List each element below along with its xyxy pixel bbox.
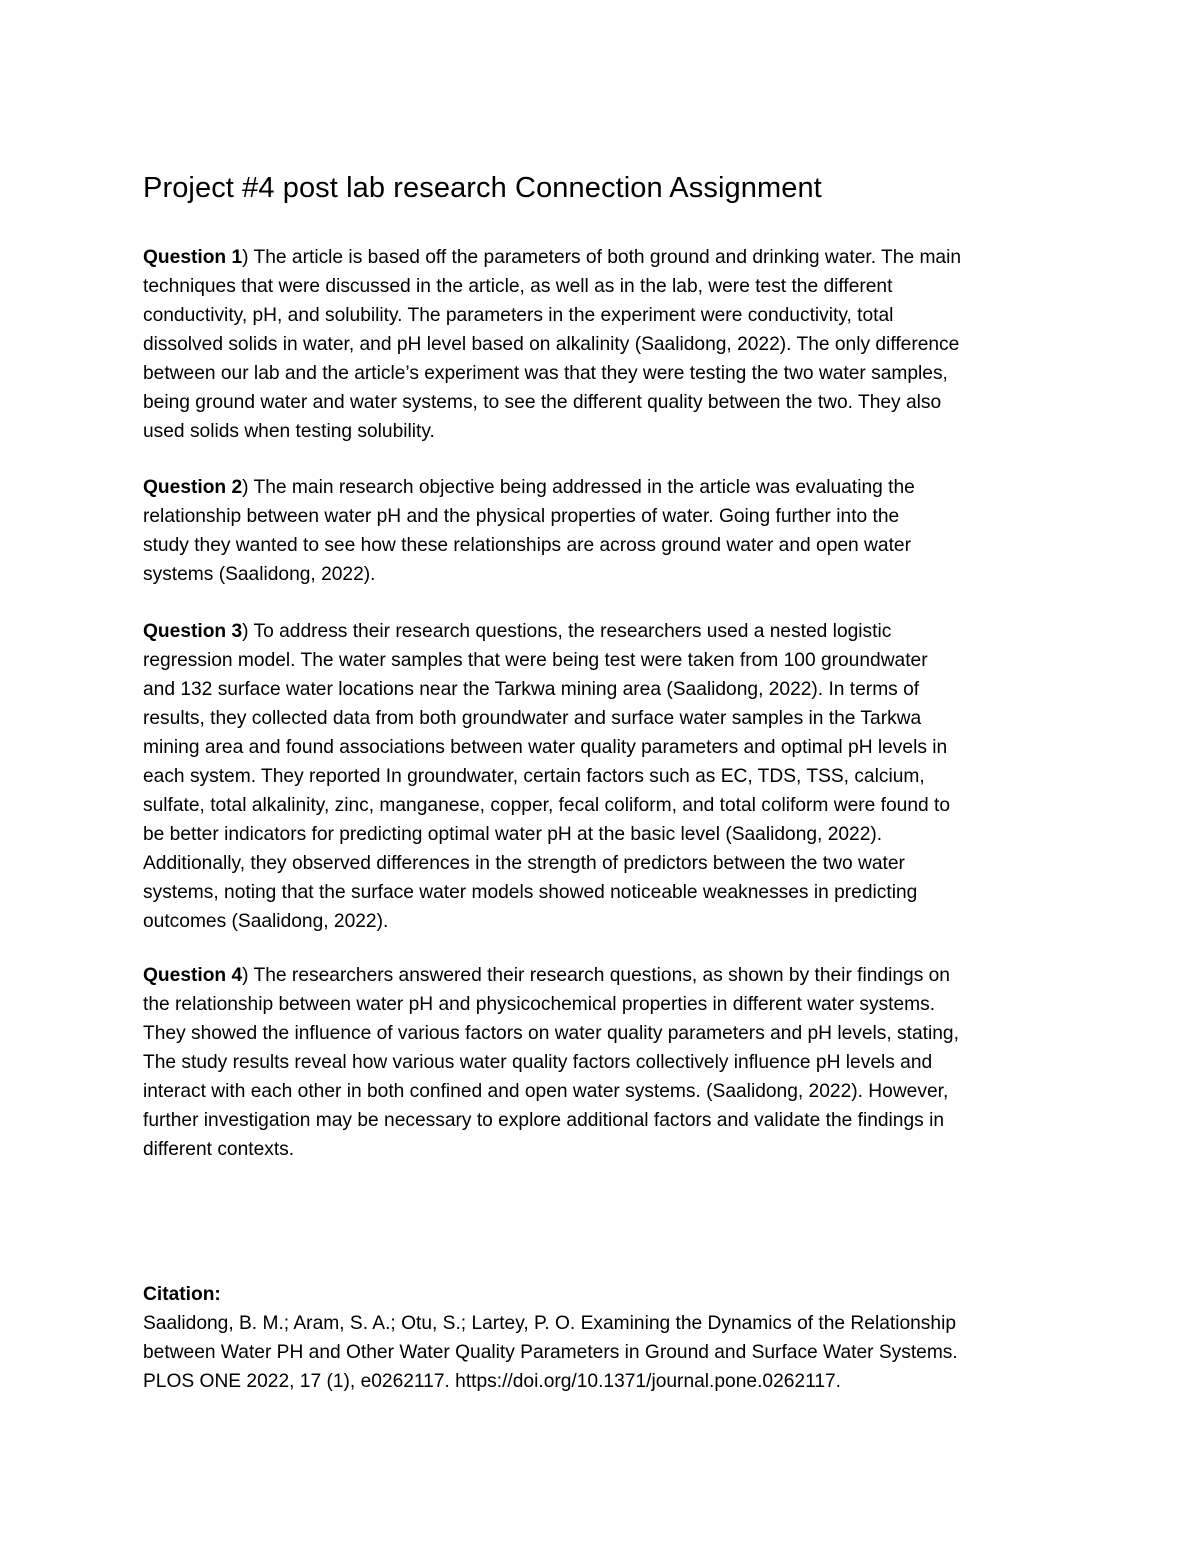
question-3-line: and 132 surface water locations near the Tarkwa mining area (Saalidong, 2022). In terms of [143,679,920,700]
question-3-line: regression model. The water samples that were being test were taken from 100 groundwater [143,650,928,671]
citation-line: Saalidong, B. M.; Aram, S. A.; Otu, S.; Lartey, P. O. Examining the Dynamics of the Relationship [143,1313,957,1334]
question-1-first-line: Question 1) The article is based off the parameters of both ground and drinking water. The main [143,247,962,268]
question-3-section [143,617,1061,936]
question-4-line: further investigation may be necessary to explore additional factors and validate the findings in [143,1110,945,1131]
question-3-label: Question 3 [143,621,243,642]
question-2-section [143,473,1061,589]
question-4-line: They showed the influence of various factors on water quality parameters and pH levels, stating, [143,1023,959,1044]
question-3-line: each system. They reported In groundwater, certain factors such as EC, TDS, TSS, calcium, [143,766,925,787]
question-1-label: Question 1 [143,247,243,268]
question-4-line: different contexts. [143,1139,295,1160]
question-3-line: outcomes (Saalidong, 2022). [143,911,389,932]
question-3-line: results, they collected data from both groundwater and surface water samples in the Tarkwa [143,708,922,729]
citation-heading: Citation: [143,1284,221,1305]
question-1-line: between our lab and the article’s experiment was that they were testing the two water samples, [143,363,948,384]
question-1-section [143,243,1061,446]
question-3-line: systems, noting that the surface water models showed noticeable weaknesses in predicting [143,882,918,903]
question-1-line: conductivity, pH, and solubility. The parameters in the experiment were conductivity, total [143,305,894,326]
question-4-line: the relationship between water pH and physicochemical properties in different water systems. [143,994,936,1015]
document-page [143,0,1063,1553]
question-4-section [143,961,1061,1164]
question-1-line: techniques that were discussed in the article, as well as in the lab, were test the different [143,276,893,297]
question-4-label: Question 4 [143,965,243,986]
question-4-first-line: Question 4) The researchers answered their research questions, as shown by their findings on [143,965,950,986]
document-title: Project #4 post lab research Connection Assignment [143,172,822,204]
question-3-line: be better indicators for predicting optimal water pH at the basic level (Saalidong, 2022). [143,824,883,845]
question-2-line: systems (Saalidong, 2022). [143,564,376,585]
question-2-first-line: Question 2) The main research objective being addressed in the article was evaluating the [143,477,915,498]
question-4-line: interact with each other in both confined and open water systems. (Saalidong, 2022). However, [143,1081,949,1102]
question-2-line: relationship between water pH and the physical properties of water. Going further into the [143,506,900,527]
question-1-line: used solids when testing solubility. [143,421,435,442]
question-3-line: sulfate, total alkalinity, zinc, manganese, copper, fecal coliform, and total coliform were found to [143,795,950,816]
question-1-line: being ground water and water systems, to see the different quality between the two. They also [143,392,942,413]
question-2-line: study they wanted to see how these relationships are across ground water and open water [143,535,911,556]
question-2-label: Question 2 [143,477,243,498]
question-3-first-line: Question 3) To address their research questions, the researchers used a nested logistic [143,621,892,642]
citation-line: PLOS ONE 2022, 17 (1), e0262117. https://doi.org/10.1371/journal.pone.0262117. [143,1371,841,1392]
citation-line: between Water PH and Other Water Quality Parameters in Ground and Surface Water Systems. [143,1342,958,1363]
question-3-line: mining area and found associations between water quality parameters and optimal pH levels in [143,737,948,758]
question-3-line: Additionally, they observed differences in the strength of predictors between the two water [143,853,905,874]
citation-section [143,1280,958,1396]
question-4-line: The study results reveal how various water quality factors collectively influence pH levels and [143,1052,933,1073]
question-1-line: dissolved solids in water, and pH level based on alkalinity (Saalidong, 2022). The only difference [143,334,960,355]
